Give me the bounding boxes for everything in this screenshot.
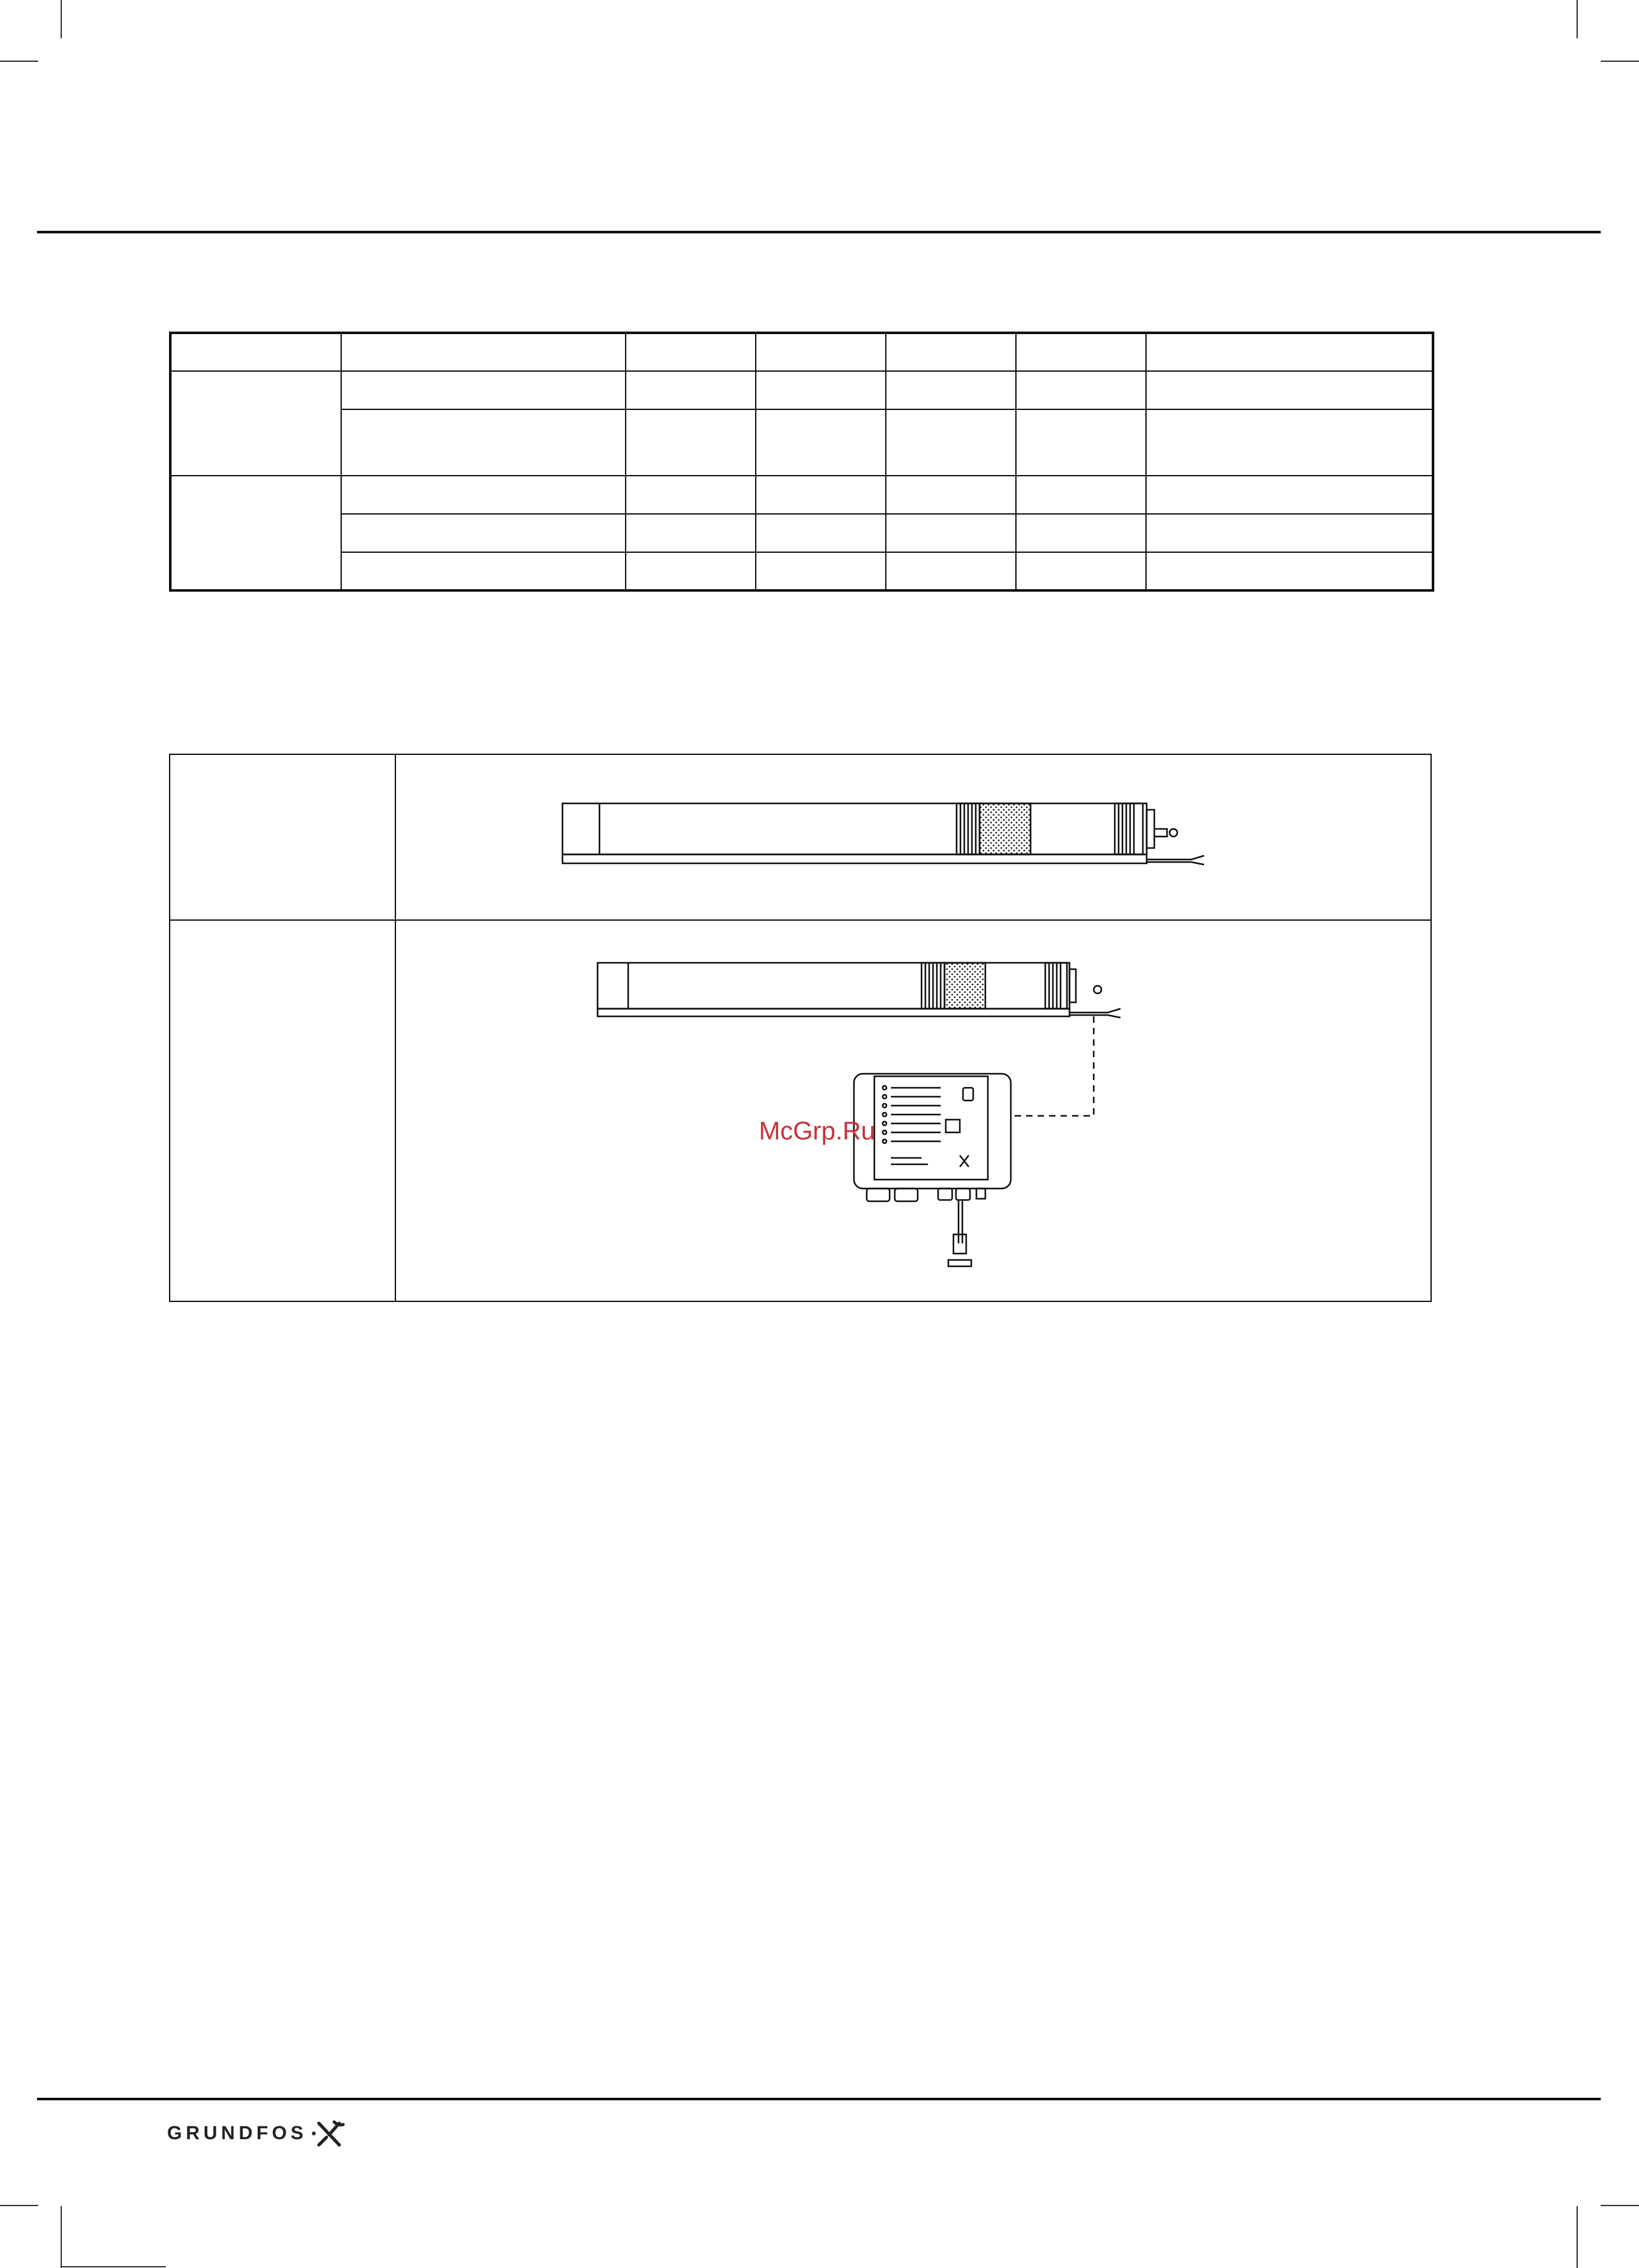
table-cell: [756, 371, 886, 409]
grundfos-logo-icon: [310, 2119, 348, 2147]
table-cell: [1146, 514, 1433, 552]
table-row: [170, 514, 1433, 552]
table-cell: [170, 371, 341, 476]
watermark: McGrp.Ru: [759, 1117, 876, 1145]
crop-mark: [1577, 0, 1578, 38]
table-cell: [756, 552, 886, 590]
table-cell: [886, 371, 1016, 409]
table-row: [170, 371, 1433, 409]
table-cell: [886, 409, 1016, 476]
crop-mark: [0, 2205, 38, 2206]
table-cell: [341, 476, 626, 514]
table-cell: [626, 514, 756, 552]
table-cell: [886, 333, 1016, 371]
table-cell: [886, 552, 1016, 590]
table-cell: [1016, 371, 1146, 409]
crop-mark: [61, 0, 62, 38]
crop-mark: [61, 2266, 166, 2267]
table-cell: [756, 333, 886, 371]
table-row: [170, 552, 1433, 590]
table-cell: [170, 333, 341, 371]
table-cell: [626, 371, 756, 409]
table-cell: [1016, 409, 1146, 476]
crop-mark: [61, 2206, 62, 2268]
table-cell: [1146, 552, 1433, 590]
table-cell: [626, 552, 756, 590]
crop-mark: [1601, 61, 1639, 62]
crop-mark: [1577, 2206, 1578, 2268]
table-cell: [1146, 371, 1433, 409]
table-row: [170, 476, 1433, 514]
diagram-divider: [395, 755, 396, 1301]
table-cell: [756, 514, 886, 552]
header-rule: [37, 231, 1601, 233]
table-cell: [170, 476, 341, 590]
crop-mark: [1601, 2205, 1639, 2206]
table-cell: [1146, 409, 1433, 476]
table-cell: [1016, 514, 1146, 552]
table-cell: [341, 552, 626, 590]
diagram-divider: [170, 919, 1430, 921]
table-cell: [1016, 333, 1146, 371]
crop-mark: [0, 61, 38, 62]
pump-drawing: [561, 801, 1218, 870]
table-header-row: [170, 333, 1433, 371]
table-cell: [756, 409, 886, 476]
brand-name: GRUNDFOS: [167, 2123, 307, 2144]
table-cell: [1146, 476, 1433, 514]
footer-rule: [37, 2098, 1601, 2100]
table-cell: [886, 514, 1016, 552]
table-cell: [886, 476, 1016, 514]
table-cell: [341, 371, 626, 409]
spec-table: [169, 332, 1434, 592]
table-cell: [1146, 333, 1433, 371]
table-cell: [341, 409, 626, 476]
table-cell: [626, 333, 756, 371]
table-cell: [341, 333, 626, 371]
table-row: [170, 409, 1433, 476]
grundfos-logo: [167, 2121, 348, 2146]
table-cell: [626, 476, 756, 514]
table-cell: [341, 514, 626, 552]
table-cell: [1016, 476, 1146, 514]
table-cell: [626, 409, 756, 476]
table-cell: [756, 476, 886, 514]
table-cell: [1016, 552, 1146, 590]
